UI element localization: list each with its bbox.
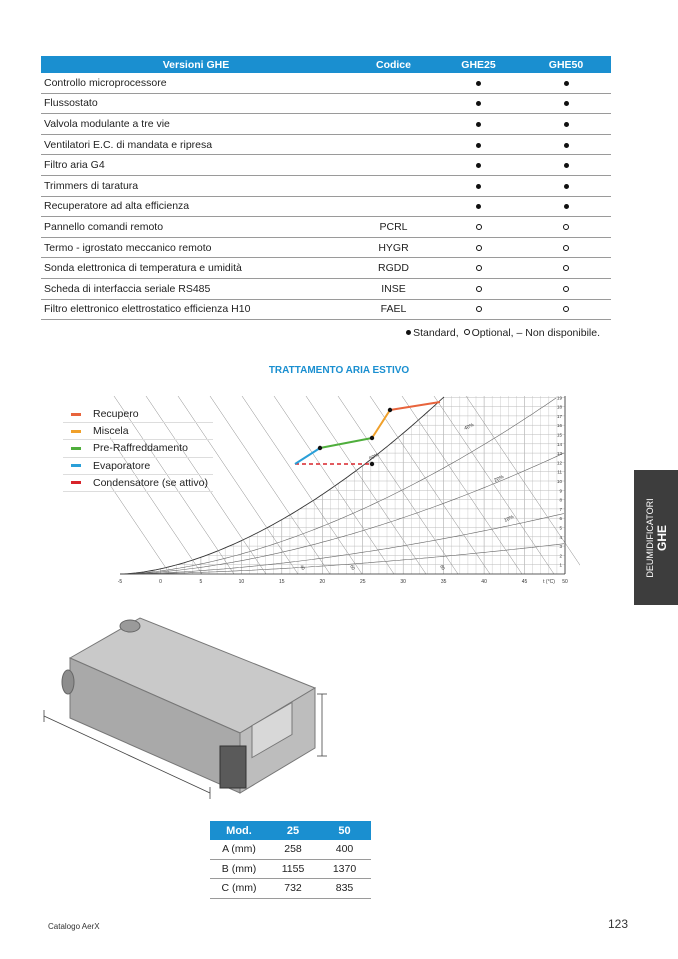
header-versioni: Versioni GHE <box>41 56 351 73</box>
dims-value: 400 <box>318 840 371 859</box>
right-tick-label: 15 <box>556 432 562 438</box>
optional-circle-icon <box>476 224 482 230</box>
unit-illustration <box>40 598 340 808</box>
table-row <box>41 93 611 114</box>
dims-body <box>210 840 371 898</box>
right-tick-label: 13 <box>556 451 562 457</box>
feature-name: Scheda di interfaccia seriale RS485 <box>41 278 351 299</box>
x-tick-label: 50 <box>562 579 568 585</box>
chart-title: TRATTAMENTO ARIA ESTIVO <box>268 365 410 376</box>
header-ghe25: GHE25 <box>436 56 521 73</box>
enthalpy-line <box>466 396 580 574</box>
enthalpy-line <box>306 396 426 574</box>
standard-dot-icon <box>564 204 569 209</box>
dims-label: A (mm) <box>210 840 268 859</box>
process-point <box>370 462 374 466</box>
ghe25-availability <box>436 258 521 279</box>
process-point <box>318 446 322 450</box>
feature-code: HYGR <box>351 237 436 258</box>
optional-circle-icon <box>563 245 569 251</box>
feature-name: Flussostato <box>41 93 351 114</box>
legend-standard: Standard, <box>413 327 459 339</box>
ghe50-availability <box>521 155 611 176</box>
dims-value: 835 <box>318 879 371 899</box>
legend-label: Evaporatore <box>93 459 151 472</box>
ghe25-availability <box>436 217 521 238</box>
ghe50-availability <box>521 73 611 93</box>
dims-value: 732 <box>268 879 318 899</box>
right-tick-label: 9 <box>559 488 562 494</box>
right-tick-label: 4 <box>559 534 562 540</box>
rh-label: 60% <box>368 452 380 462</box>
standard-dot-icon <box>564 101 569 106</box>
right-tick-label: 2 <box>559 553 562 559</box>
legend-not-available: – Non disponibile. <box>516 327 600 339</box>
header-ghe50: GHE50 <box>521 56 611 73</box>
feature-name: Pannello comandi remoto <box>41 217 351 238</box>
feature-name: Ventilatori E.C. di mandata e ripresa <box>41 134 351 155</box>
legend-label: Condensatore (se attivo) <box>93 476 208 489</box>
standard-dot-icon <box>476 184 481 189</box>
legend-swatch <box>71 481 81 484</box>
dims-value: 1370 <box>318 859 371 879</box>
optional-circle-icon <box>464 329 470 335</box>
process-point <box>370 436 374 440</box>
right-tick-label: 11 <box>557 469 562 475</box>
right-tick-label: 5 <box>559 525 562 531</box>
right-tick-label: 19 <box>556 395 562 401</box>
pre-raffreddamento-line <box>320 438 372 448</box>
rh-label: 40% <box>463 422 475 432</box>
ghe50-availability <box>521 258 611 279</box>
ghe50-availability <box>521 114 611 135</box>
legend-item <box>63 475 213 492</box>
optional-circle-icon <box>563 224 569 230</box>
dims-row <box>210 840 371 859</box>
dims-header-25: 25 <box>268 821 318 840</box>
dims-value: 1155 <box>268 859 318 879</box>
x-tick-label: 25 <box>359 579 366 585</box>
recupero-line <box>390 402 440 410</box>
right-tick-label: 3 <box>559 544 562 550</box>
feature-code <box>351 73 436 93</box>
standard-dot-icon <box>564 81 569 86</box>
standard-dot-icon <box>476 163 481 168</box>
dims-header-mod: Mod. <box>210 821 268 840</box>
table-row <box>41 134 611 155</box>
optional-circle-icon <box>476 265 482 271</box>
standard-dot-icon <box>476 122 481 127</box>
legend-swatch <box>71 447 81 450</box>
dims-header-50: 50 <box>318 821 371 840</box>
enthalpy-line <box>210 396 330 574</box>
feature-code: PCRL <box>351 217 436 238</box>
x-tick-label: 35 <box>440 579 447 585</box>
feature-code: INSE <box>351 278 436 299</box>
legend-label: Miscela <box>93 425 129 438</box>
enthalpy-line <box>274 396 394 574</box>
legend-label: Recupero <box>93 408 139 421</box>
side-tab-model: GHE <box>655 524 669 551</box>
right-tick-label: 6 <box>559 516 562 522</box>
table-row <box>41 155 611 176</box>
table-row <box>41 237 611 258</box>
legend-item <box>63 440 213 457</box>
rh-label: 10% <box>503 514 515 524</box>
ghe25-availability <box>436 278 521 299</box>
right-tick-label: 10 <box>556 479 562 484</box>
legend-item <box>63 406 213 423</box>
table-row <box>41 299 611 320</box>
right-tick-label: 8 <box>559 497 562 503</box>
feature-code <box>351 155 436 176</box>
feature-name: Trimmers di taratura <box>41 175 351 196</box>
enthalpy-label: 80 <box>439 564 446 571</box>
right-tick-label: 12 <box>556 460 562 466</box>
legend-optional: Optional, <box>471 327 514 339</box>
ghe50-availability <box>521 175 611 196</box>
x-tick-label: 15 <box>279 579 285 585</box>
unit-box <box>62 618 315 793</box>
versions-table <box>41 56 611 320</box>
feature-name: Valvola modulante a tre vie <box>41 114 351 135</box>
ghe25-availability <box>436 175 521 196</box>
optional-circle-icon <box>476 306 482 312</box>
feature-name: Filtro aria G4 <box>41 155 351 176</box>
rh-label: 20% <box>493 474 505 484</box>
process-point <box>388 408 392 412</box>
enthalpy-label: 60 <box>349 564 356 571</box>
ghe25-availability <box>436 93 521 114</box>
right-tick-label: 17 <box>556 413 562 419</box>
miscela-line <box>372 410 390 438</box>
ghe25-availability <box>436 73 521 93</box>
feature-name: Termo - igrostato meccanico remoto <box>41 237 351 258</box>
table-row <box>41 175 611 196</box>
feature-name: Recuperatore ad alta efficienza <box>41 196 351 217</box>
dims-label: B (mm) <box>210 859 268 879</box>
x-unit-label: t (°C) <box>543 579 555 585</box>
legend-swatch <box>71 464 81 467</box>
evaporatore-line <box>295 448 320 464</box>
x-tick-label: 10 <box>238 579 245 585</box>
right-tick-label: 1 <box>559 562 562 568</box>
versions-header-row <box>41 56 611 73</box>
standard-dot-icon <box>476 81 481 86</box>
side-tab-category: DEUMIDIFICATORI <box>645 497 655 578</box>
feature-code: RGDD <box>351 258 436 279</box>
x-tick-label: 0 <box>159 579 162 585</box>
standard-dot-icon <box>476 143 481 148</box>
feature-code: FAEL <box>351 299 436 320</box>
table-row <box>41 278 611 299</box>
ghe50-availability <box>521 196 611 217</box>
standard-dot-icon <box>564 122 569 127</box>
catalog-name: Catalogo AerX <box>48 922 100 931</box>
table-row <box>41 114 611 135</box>
x-tick-label: 30 <box>400 579 406 585</box>
ghe50-availability <box>521 299 611 320</box>
ghe50-availability <box>521 134 611 155</box>
feature-code <box>351 175 436 196</box>
standard-dot-icon <box>476 101 481 106</box>
right-tick-label: 18 <box>556 404 562 410</box>
dims-header-row <box>210 821 371 840</box>
section-side-tab <box>634 470 678 605</box>
header-codice: Codice <box>351 56 436 73</box>
x-tick-label: 45 <box>521 579 528 585</box>
dims-row <box>210 879 371 899</box>
dims-value: 258 <box>268 840 318 859</box>
feature-code <box>351 196 436 217</box>
dims-label: C (mm) <box>210 879 268 899</box>
ghe25-availability <box>436 114 521 135</box>
chart-legend <box>63 406 213 492</box>
feature-name: Sonda elettronica di temperatura e umidità <box>41 258 351 279</box>
feature-name: Filtro elettronico elettrostatico efficienza H10 <box>41 299 351 320</box>
x-tick-label: 5 <box>199 579 203 585</box>
ghe25-availability <box>436 155 521 176</box>
feature-name: Controllo microprocessore <box>41 73 351 93</box>
table-row <box>41 217 611 238</box>
table-row <box>41 73 611 93</box>
standard-dot-icon <box>564 143 569 148</box>
standard-dot-icon <box>476 204 481 209</box>
feature-code <box>351 134 436 155</box>
legend-item <box>63 423 213 440</box>
page-number: 123 <box>608 917 629 931</box>
legend-label: Pre-Raffreddamento <box>93 442 188 455</box>
ghe25-availability <box>436 237 521 258</box>
legend-item <box>63 458 213 475</box>
ghe50-availability <box>521 278 611 299</box>
ghe25-availability <box>436 299 521 320</box>
right-tick-label: 7 <box>559 506 562 512</box>
x-tick-label: 20 <box>319 579 326 585</box>
feature-code <box>351 114 436 135</box>
availability-legend <box>404 327 600 339</box>
feature-code <box>351 93 436 114</box>
optional-circle-icon <box>563 306 569 312</box>
enthalpy-line <box>338 396 458 574</box>
table-row <box>41 258 611 279</box>
enthalpy-line <box>402 396 522 574</box>
enthalpy-label: 40 <box>299 564 306 571</box>
ghe50-availability <box>521 217 611 238</box>
versions-body <box>41 73 611 320</box>
standard-dot-icon <box>564 184 569 189</box>
standard-dot-icon <box>564 163 569 168</box>
x-tick-label: -5 <box>117 579 123 585</box>
table-row <box>41 196 611 217</box>
dimensions-table <box>210 821 371 899</box>
ghe50-availability <box>521 237 611 258</box>
right-tick-label: 16 <box>556 423 562 429</box>
legend-swatch <box>71 413 81 416</box>
ghe25-availability <box>436 196 521 217</box>
enthalpy-line <box>434 396 554 574</box>
optional-circle-icon <box>476 245 482 251</box>
dims-row <box>210 859 371 879</box>
standard-dot-icon <box>406 330 411 335</box>
legend-swatch <box>71 430 81 433</box>
optional-circle-icon <box>563 286 569 292</box>
ghe50-availability <box>521 93 611 114</box>
right-tick-label: 14 <box>556 441 562 447</box>
optional-circle-icon <box>476 286 482 292</box>
ghe25-availability <box>436 134 521 155</box>
x-tick-label: 40 <box>481 579 487 585</box>
optional-circle-icon <box>563 265 569 271</box>
